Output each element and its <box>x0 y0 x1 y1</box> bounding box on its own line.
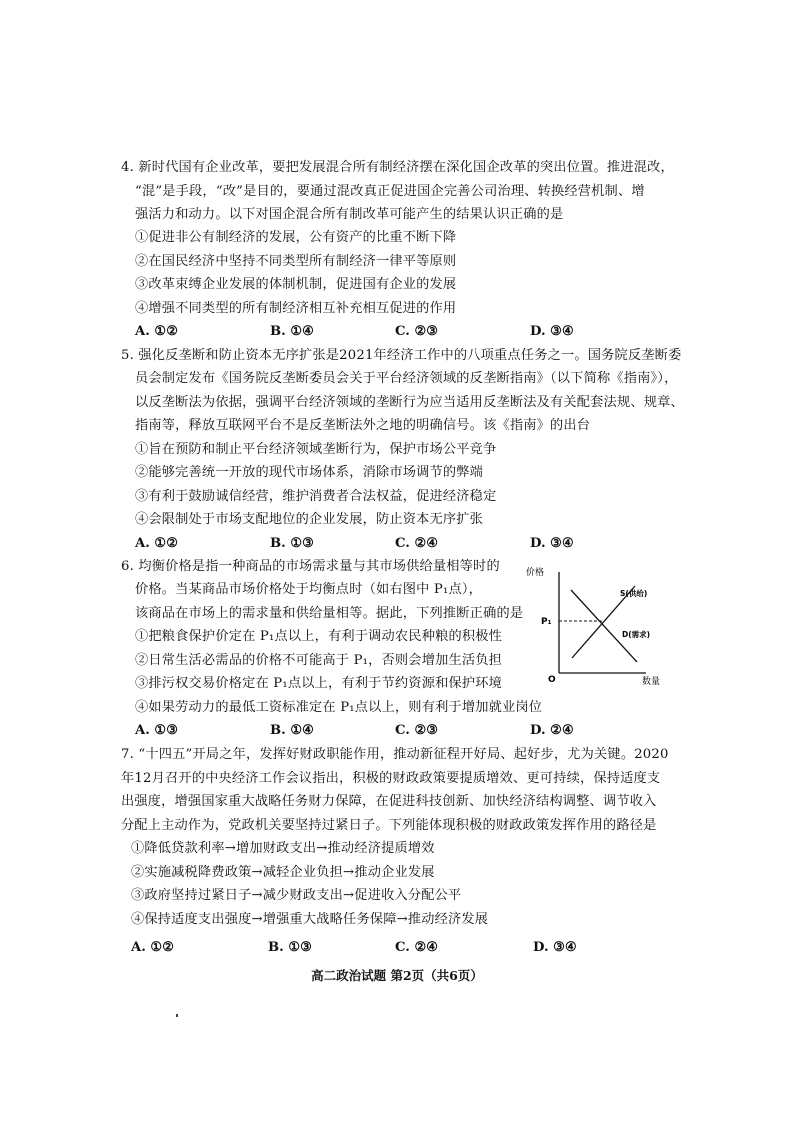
page-footer: 高二政治试题 第2页（共6页） <box>311 968 483 983</box>
q4-option-d[interactable]: D. ③④ <box>530 324 574 339</box>
q7-option-d[interactable]: D. ③④ <box>533 940 577 955</box>
x-axis-label: 数量 <box>642 677 661 687</box>
q5-stem-line-2: 员会制定发布《国务院反垄断委员会关于平台经济领域的反垄断指南》（以下简称《指南》）， <box>135 371 678 386</box>
q7-item-1: ①降低贷款利率→增加财政支出→推动经济提质增效 <box>131 841 435 856</box>
q4-item-3: ③改革束缚企业发展的体制机制，促进国有企业的发展 <box>135 277 457 292</box>
q6-item-4: ④如果劳动力的最低工资标准定在 P₁点以上，则有利于增加就业岗位 <box>135 700 543 715</box>
q6-item-1: ①把粮食保护价定在 P₁点以上，有利于调动农民种粮的积极性 <box>135 629 503 644</box>
q7-option-b[interactable]: B. ①③ <box>268 940 312 955</box>
q6-option-d[interactable]: D. ②④ <box>530 723 574 738</box>
q6-item-2: ②日常生活必需品的价格不可能高于 P₁，否则会增加生活负担 <box>135 653 503 668</box>
q7-item-3: ③政府坚持过紧日子→减少财政支出→促进收入分配公平 <box>131 888 462 903</box>
y-axis-label: 价格 <box>526 568 545 578</box>
q4-option-b[interactable]: B. ①④ <box>270 324 314 339</box>
p1-label: P₁ <box>541 617 552 627</box>
q5-item-3: ③有利于鼓励诚信经营，维护消费者合法权益，促进经济稳定 <box>135 489 497 504</box>
q5-item-4: ④会限制处于市场支配地位的企业发展，防止资本无序扩张 <box>135 512 484 527</box>
q4-item-1: ①促进非公有制经济的发展，公有资产的比重不断下降 <box>135 230 457 245</box>
origin-label: O <box>548 675 556 685</box>
q7-stem-line-2: 年12月召开的中央经济工作会议指出，积极的财政政策要提质增效、更可持续，保持适度支 <box>121 771 661 786</box>
q5-item-2: ②能够完善统一开放的现代市场体系，消除市场调节的弊端 <box>135 465 484 480</box>
q4-item-4: ④增强不同类型的所有制经济相互补充相互促进的作用 <box>135 301 457 316</box>
q7-item-2: ②实施减税降费政策→减轻企业负担→推动企业发展 <box>131 865 435 880</box>
supply-label: S(供给) <box>620 589 648 598</box>
q4-stem-line-1: 4. 新时代国有企业改革，要把发展混合所有制经济摆在深化国企改革的突出位置。推进混改， <box>121 160 674 175</box>
q5-option-a[interactable]: A. ①② <box>135 536 179 551</box>
q5-item-1: ①旨在预防和制止平台经济领域垄断行为，保护市场公平竞争 <box>135 442 497 457</box>
q5-stem-line-1: 5. 强化反垄断和防止资本无序扩张是2021年经济工作中的八项重点任务之一。国务院反垄断委 <box>121 348 682 363</box>
q7-item-4: ④保持适度支出强度→增强重大战略任务保障→推动经济发展 <box>131 912 489 927</box>
q6-option-b[interactable]: B. ①④ <box>270 723 314 738</box>
q5-option-c[interactable]: C. ②④ <box>395 536 439 551</box>
q6-item-3: ③排污权交易价格定在 P₁点以上，有利于节约资源和保护环境 <box>135 676 503 691</box>
q5-option-d[interactable]: D. ③④ <box>530 536 574 551</box>
q6-stem-line-3: 该商品在市场上的需求量和供给量相等。据此，下列推断正确的是 <box>135 606 524 621</box>
q7-option-a[interactable]: A. ①② <box>131 940 175 955</box>
q4-option-a[interactable]: A. ①② <box>135 324 179 339</box>
q7-stem-line-1: 7. “十四五”开局之年，发挥好财政职能作用，推动新征程开好局、起好步，尤为关键。2020 <box>121 747 669 762</box>
supply-demand-graph <box>524 560 674 690</box>
demand-label: D(需求) <box>622 630 651 639</box>
q6-option-c[interactable]: C. ②③ <box>395 723 439 738</box>
q5-option-b[interactable]: B. ①③ <box>270 536 314 551</box>
scan-mark <box>176 1014 178 1017</box>
q6-stem-line-1: 6. 均衡价格是指一种商品的市场需求量与其市场供给量相等时的 <box>121 559 500 574</box>
q4-stem-line-3: 强活力和动力。以下对国企混合所有制改革可能产生的结果认识正确的是 <box>135 207 564 222</box>
q4-item-2: ②在国民经济中坚持不同类型所有制经济一律平等原则 <box>135 254 457 269</box>
q5-stem-line-4: 指南等，释放互联网平台不是反垄断法外之地的明确信号。该《指南》的出台 <box>135 418 591 433</box>
q5-stem-line-3: 以反垄断法为依据，强调平台经济领域的垄断行为应当适用反垄断法及有关配套法规、规章、 <box>135 395 684 410</box>
q6-option-a[interactable]: A. ①③ <box>135 723 179 738</box>
demand-curve <box>571 590 637 662</box>
q6-stem-line-2: 价格。当某商品市场价格处于均衡点时（如右图中 P₁点）， <box>135 582 483 597</box>
q7-stem-line-3: 出强度，增强国家重大战略任务财力保障，在促进科技创新、加快经济结构调整、调节收入 <box>121 794 657 809</box>
q7-option-c[interactable]: C. ②④ <box>395 940 439 955</box>
q4-stem-line-2: “混”是手段，“改”是目的，要通过混改真正促进国企完善公司治理、转换经营机制、增 <box>135 184 645 199</box>
q4-option-c[interactable]: C. ②③ <box>395 324 439 339</box>
q7-stem-line-4: 分配上主动作为，党政机关要坚持过紧日子。下列能体现积极的财政政策发挥作用的路径是 <box>121 818 657 833</box>
